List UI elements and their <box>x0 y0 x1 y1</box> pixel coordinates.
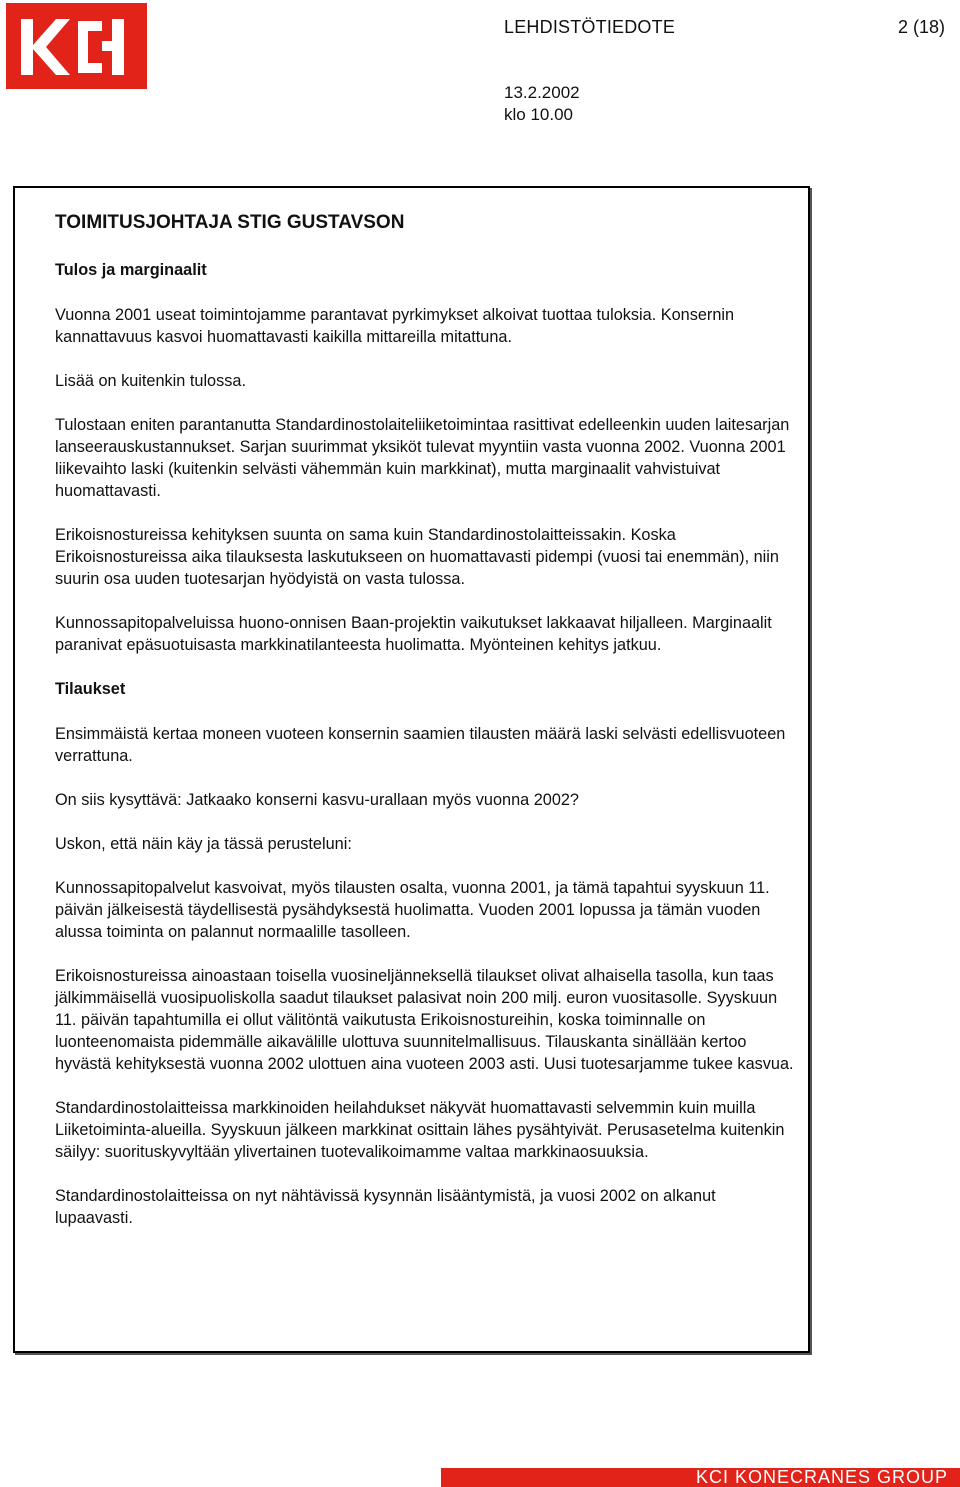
page-number: 2 (18) <box>897 17 945 37</box>
section-heading-results: Tulos ja marginaalit <box>55 261 207 279</box>
paragraph: On siis kysyttävä: Jatkaako konserni kasvu-urallaan myös vuonna 2002? <box>55 791 579 809</box>
paragraph: Standardinostolaitteissa on nyt nähtävissä kysynnän lisääntymistä, ja vuosi 2002 on alkanut lupaavasti. <box>55 1187 716 1227</box>
paragraph: Kunnossapitopalvelut kasvoivat, myös tilausten osalta, vuonna 2001, ja tämä tapahtui syyskuun 11. päivän jälkeisestä täydellisestä pysähdyksestä huolimatta. Vuoden 2001 lopussa ja tämän vuoden alussa toiminta on palannut normaalille tasolleen. <box>55 879 770 941</box>
release-date: 13.2.2002 <box>504 83 580 102</box>
paragraph: Tulostaan eniten parantanutta Standardinostolaiteliiketoimintaa rasittivat edelleenkin uuden laitesarjan lanseerauskustannukset. Sarjan suurimmat yksiköt tulevat myyntiin vasta vuonna 2002. Vuonna 2001 liikevaihto laski (kuitenkin selvästi vähemmän kuin markkinat), mutta marginaalit vahvistuivat huomattavasti. <box>55 416 790 500</box>
paragraph: Uskon, että näin käy ja tässä perusteluni: <box>55 835 352 853</box>
paragraph: Lisää on kuitenkin tulossa. <box>55 372 246 390</box>
footer-brand-bar: KCI KONECRANES GROUP <box>441 1468 960 1487</box>
article-title: TOIMITUSJOHTAJA STIG GUSTAVSON <box>55 212 405 233</box>
paragraph: Ensimmäistä kertaa moneen vuoteen konsernin saamien tilausten määrä laski selvästi edellisvuoteen verrattuna. <box>55 725 786 765</box>
kci-logo <box>6 3 147 89</box>
document-type: LEHDISTÖTIEDOTE <box>504 17 676 37</box>
section-heading-orders: Tilaukset <box>55 680 126 698</box>
paragraph: Erikoisnostureissa ainoastaan toisella vuosineljänneksellä tilaukset olivat alhaisella tasolla, kun taas jälkimmäisellä vuosipuoliskolla saadut tilaukset palasivat noin 200 milj. euron vuositasolle. Syyskuun 11. päivän tapahtumilla ei ollut välitöntä vaikutusta Erikoisnostureihin, koska toiminnalle on luonteenomaista pidemmälle aikavälille ulottuva suunnitelmallisuus. Tilauskanta sinällään kertoo hyvästä kehityksestä vuonna 2002 ulottuen aina vuoteen 2003 asti. Uusi tuotesarjamme tukee kasvua. <box>55 967 794 1073</box>
paragraph: Kunnossapitopalveluissa huono-onnisen Baan-projektin vaikutukset lakkaavat hiljalleen. Marginaalit paranivat epäsuotuisasta markkinatilanteesta huolimatta. Myönteinen kehitys jatkuu. <box>55 614 772 654</box>
paragraph: Vuonna 2001 useat toimintojamme parantavat pyrkimykset alkoivat tuottaa tuloksia. Konsernin kannattavuus kasvoi huomattavasti kaikilla mittareilla mitattuna. <box>55 306 735 346</box>
paragraph: Standardinostolaitteissa markkinoiden heilahdukset näkyvät huomattavasti selvemmin kuin muilla Liiketoiminta-alueilla. Syyskuun jälkeen markkinat osittain lähes pysähtyivät. Perusasetelma kuitenkin säilyy: suorituskyvyltään ylivertainen tuotevalikoimamme valtaa markkinaosuuksia. <box>55 1099 785 1161</box>
release-time: klo 10.00 <box>504 105 573 124</box>
paragraph: Erikoisnostureissa kehityksen suunta on sama kuin Standardinostolaitteissakin. Koska Erikoisnostureissa aika tilauksesta laskutukseen on huomattavasti pidempi (vuosi tai enemmän), niin suurin osa uuden tuotesarjan hyödyistä on vasta tulossa. <box>55 526 779 588</box>
article-body <box>55 210 795 1229</box>
